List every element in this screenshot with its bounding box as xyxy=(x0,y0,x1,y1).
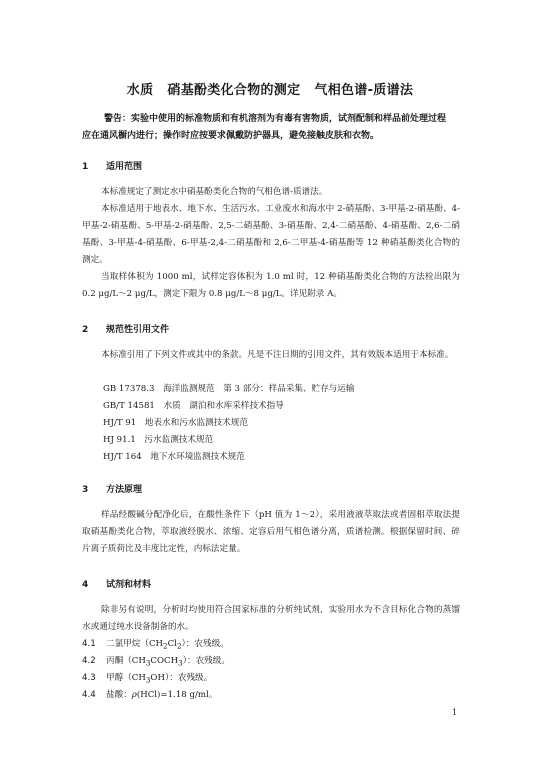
section-number: 4 xyxy=(82,580,89,590)
principle-paragraph: 样品经酸碱分配净化后，在酸性条件下（pH 值为 1～2），采用液液萃取法或者固相萃取法提取硝基酚类化合物，萃取液经脱水、浓缩、定容后用气相色谱分离，质谱检测。根据保留时间、碎片离子质荷比及丰度比定性，内标法定量。 xyxy=(82,510,460,554)
reference-title: 水质 湖泊和水库采样技术指导 xyxy=(163,401,284,411)
item-number: 4.4 xyxy=(82,690,96,700)
section-title: 规范性引用文件 xyxy=(106,325,170,335)
section-number: 2 xyxy=(82,325,89,335)
reference-item xyxy=(103,399,284,411)
section-number: 3 xyxy=(82,485,89,495)
reference-item xyxy=(103,450,245,462)
reference-title: 地表水和污水监测技术规范 xyxy=(144,418,248,428)
item-number: 4.2 xyxy=(82,656,96,666)
section-title: 试剂和材料 xyxy=(106,580,152,590)
reagent-item: 4.3 甲醇$(CH_3OH)$：农残级。 xyxy=(82,673,213,685)
section-title: 适用范围 xyxy=(106,162,143,172)
scope-paragraph-3: 当取样体积为 1000 ml，试样定容体积为 1.0 ml 时，12 种硝基酚类化合物的方法检出限为 0.2 μg/L～2 μg/L，测定下限为 0.8 μg/L～8 μg/L。详见附录 A。 xyxy=(82,272,460,299)
scope-paragraph-1: 本标准规定了测定水中硝基酚类化合物的气相色谱-质谱法。 xyxy=(101,187,328,197)
section-heading-reagents xyxy=(82,577,151,590)
section-heading-scope xyxy=(82,159,142,172)
section-heading-references xyxy=(82,322,169,335)
reference-title: 污水监测技术规范 xyxy=(144,435,214,445)
reference-code: GB/T 14581 xyxy=(103,401,155,411)
references-intro: 本标准引用了下列文件或其中的条款。凡是不注日期的引用文件，其有效版本适用于本标准。 xyxy=(101,350,454,360)
warning-line-2: 应在通风橱内进行；操作时应按要求佩戴防护器具，避免接触皮肤和衣物。 xyxy=(82,131,380,141)
reference-code: HJ 91.1 xyxy=(103,435,136,445)
reference-title: 海洋监测规范 第 3 部分：样品采集、贮存与运输 xyxy=(163,384,355,394)
section-heading-principle xyxy=(82,482,142,495)
item-number: 4.1 xyxy=(82,639,96,649)
title-part-1: 水质 xyxy=(126,83,154,98)
reference-item xyxy=(103,433,213,445)
title-part-2: 硝基酚类化合物的测定 xyxy=(167,83,301,98)
reference-item xyxy=(103,382,354,394)
reagent-item: 4.4 盐酸：ρ(HCl)=1.18 g/ml。 xyxy=(82,690,218,700)
section-number: 1 xyxy=(82,162,89,172)
warning-note xyxy=(82,111,460,145)
reagent-item: 4.2 丙酮$(CH_3COCH_3)$：农残级。 xyxy=(82,656,230,668)
document-title xyxy=(0,79,540,98)
reagent-item: 4.1 二氯甲烷$(CH_2Cl_2)$：农残级。 xyxy=(82,639,229,651)
section-title: 方法原理 xyxy=(106,485,143,495)
reference-title: 地下水环境监测技术规范 xyxy=(150,452,245,462)
reference-code: HJ/T 164 xyxy=(103,452,142,462)
title-part-3: 气相色谱-质谱法 xyxy=(314,83,414,98)
reference-code: HJ/T 91 xyxy=(103,418,137,428)
reference-code: GB 17378.3 xyxy=(103,384,155,394)
reagents-intro: 除非另有说明，分析时均使用符合国家标准的分析纯试剂，实验用水为不含目标化合物的蒸馏水或通过纯水设备制备的水。 xyxy=(82,605,460,632)
page-number: 1 xyxy=(452,708,458,717)
item-number: 4.3 xyxy=(82,673,96,683)
scope-paragraph-2: 本标准适用于地表水、地下水、生活污水、工业废水和海水中 2-硝基酚、3-甲基-2-硝基酚、4-甲基-2-硝基酚、5-甲基-2-硝基酚、2,5-二硝基酚、3-硝基酚、2,4-二硝基酚、4-硝基酚、2,6-二硝基酚、3-甲基-4-硝基酚、6-甲基-2,4-二硝基酚和 2,6-二甲基-4-硝基酚等 12 种硝基酚类化合物的测定。 xyxy=(82,204,460,265)
reference-item xyxy=(103,416,248,428)
warning-line-1: 警告：实验中使用的标准物质和有机溶剂为有毒有害物质，试剂配制和样品前处理过程 xyxy=(104,114,447,124)
